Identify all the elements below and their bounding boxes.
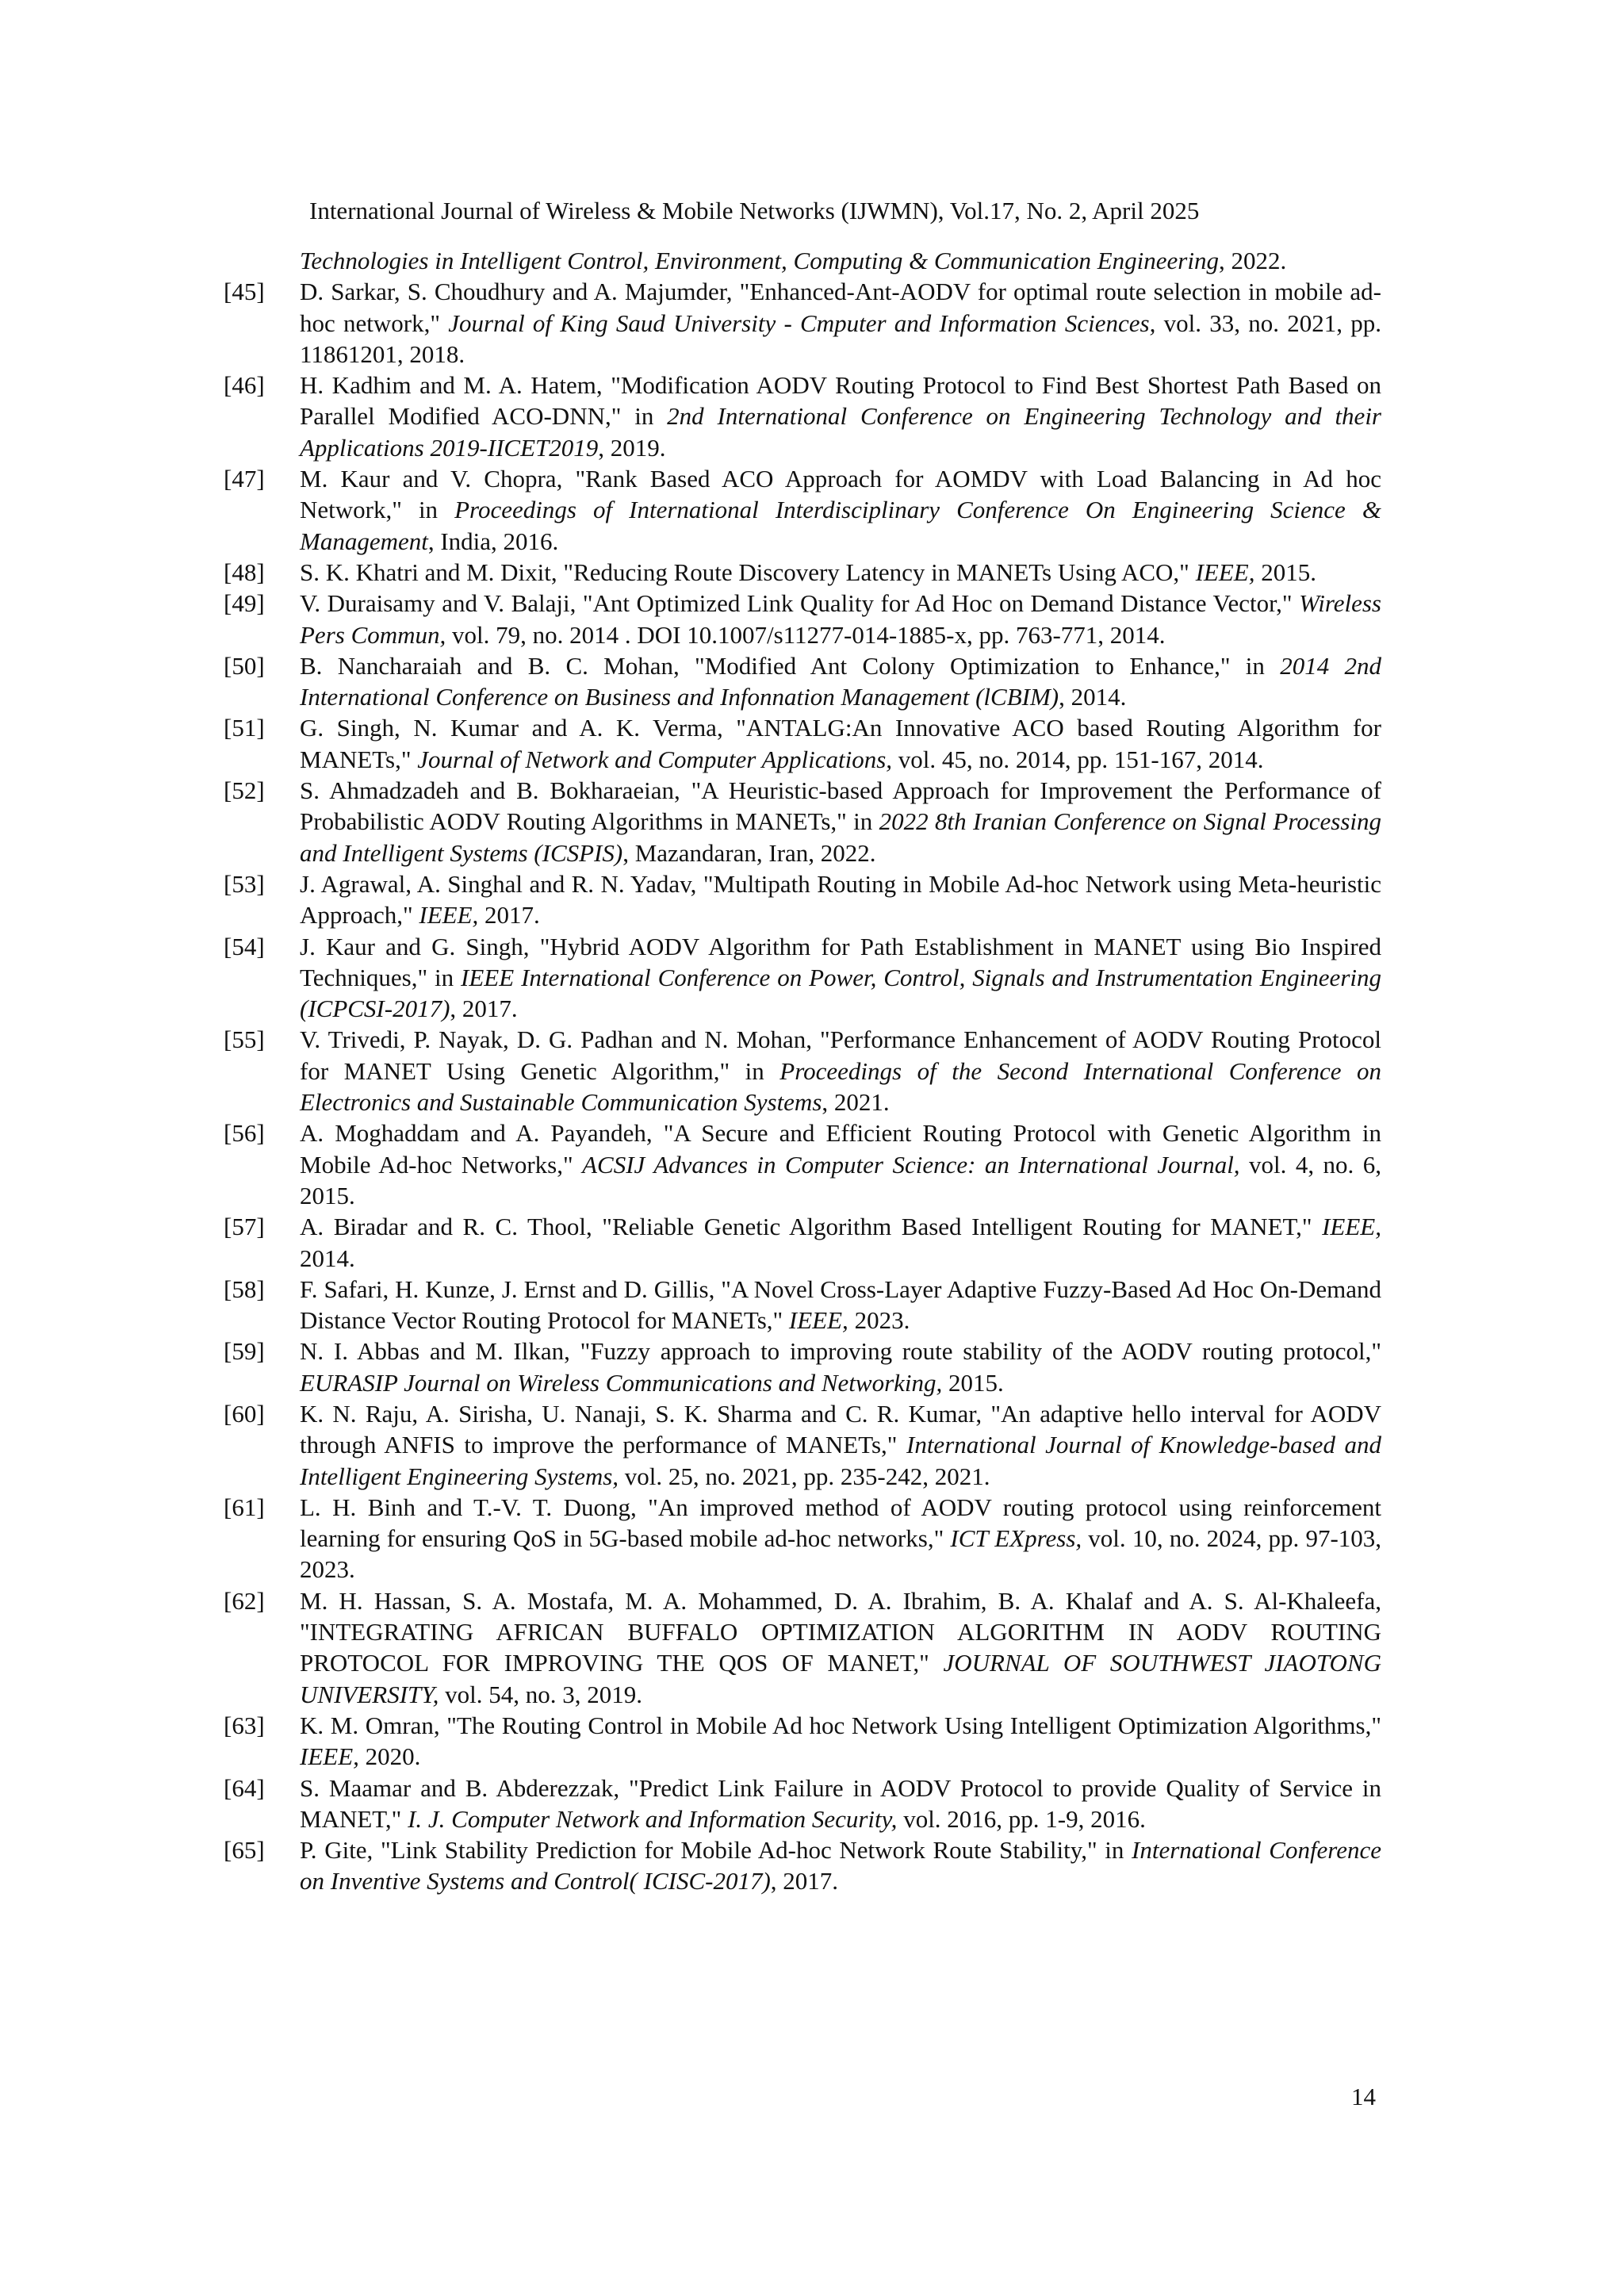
reference-number: [46] [224,371,265,400]
reference-source-title: Proceedings of the Second International Conference on Electronics and Sustainable Communication Systems [300,1056,1381,1117]
reference-number: [54] [224,932,265,960]
reference-source-title: JOURNAL OF SOUTHWEST JIAOTONG UNIVERSITY, [300,1649,1381,1708]
reference-text-segment: A. Biradar and R. C. Thool, "Reliable Genetic Algorithm Based Intelligent Routing for MANET," [300,1213,1323,1241]
reference-item [224,712,1381,775]
reference-source-title: IEEE, [300,1742,359,1771]
reference-number: [63] [224,1711,265,1739]
reference-text-segment: S. Maamar and B. Abderezzak, "Predict Link Failure in AODV Protocol to provide Quality of Service in MANET," [300,1773,1381,1833]
reference-text-segment: J. Agrawal, A. Singhal and R. N. Yadav, "Multipath Routing in Mobile Ad-hoc Network using Meta-heuristic Approach," [300,869,1381,930]
reference-text-segment: , India, 2016. [427,527,559,555]
reference-item [224,868,1381,931]
reference-text [300,1398,1381,1492]
reference-item [224,931,1381,1025]
reference-text-segment: vol. 45, no. 2014, pp. 151-167, 2014. [892,745,1264,773]
reference-source-title: 2014 2nd International Conference on Business and Infonnation Management (lCBIM) [300,651,1382,711]
reference-item [224,1710,1381,1773]
reference-text [300,557,1381,588]
reference-text [300,1211,1381,1274]
reference-source-title: Journal of Network and Computer Applications, [417,745,893,773]
reference-item [224,1117,1381,1211]
reference-item [224,775,1381,868]
reference-text-segment: 2014. [300,1244,355,1272]
reference-text-segment: S. Ahmadzadeh and B. Bokharaeian, "A Heuristic-based Approach for Improvement the Performance of Probabilistic AODV Routing Algorithms in MANETs," in [300,776,1381,836]
reference-text-segment: M. Kaur and V. Chopra, "Rank Based ACO Approach for AOMDV with Load Balancing in Ad hoc Network," in [300,465,1381,524]
reference-source-title: ACSIJ Advances in Computer Science: an International Journal, [582,1150,1240,1179]
reference-text-segment: , 2022. [1218,247,1287,274]
reference-text-segment: S. K. Khatri and M. Dixit, "Reducing Route Discovery Latency in MANETs Using ACO," [300,558,1196,586]
reference-source-title: IEEE, [788,1306,848,1335]
reference-number: [45] [224,278,265,306]
reference-text-segment: , Mazandaran, Iran, 2022. [622,838,876,867]
reference-text-segment: vol. 79, no. 2014 . DOI 10.1007/s11277-014-1885-x, pp. 763-771, 2014. [446,620,1166,649]
reference-text-segment: M. H. Hassan, S. A. Mostafa, M. A. Mohammed, D. A. Ibrahim, B. A. Khalaf and A. S. Al-Khaleefa, "INTEGRATING AFRICAN BUFFALO OPTIMIZATION ALGORITHM IN AODV ROUTING PROTOCOL FOR IMPROVING THE QOS OF MANET," [300,1586,1381,1677]
reference-item [224,1274,1381,1336]
reference-item [224,1336,1381,1398]
reference-number: [60] [224,1399,265,1428]
reference-source-title: International Conference on Inventive Systems and Control( ICISC-2017) [300,1836,1382,1895]
reference-text-segment: , 2017. [450,995,518,1023]
reference-text-segment: J. Kaur and G. Singh, "Hybrid AODV Algorithm for Path Establishment in MANET using Bio Inspired Techniques," in [300,932,1381,991]
reference-text [300,931,1381,1025]
reference-text-segment: vol. 4, no. 6, 2015. [300,1150,1381,1209]
reference-item [224,1773,1381,1835]
reference-text [300,1710,1381,1773]
reference-text-segment: , 2019. [598,433,666,462]
reference-number: [51] [224,714,265,742]
reference-text-segment: vol. 10, no. 2024, pp. 97-103, 2023. [300,1524,1382,1584]
reference-number: [55] [224,1025,265,1054]
reference-text-segment: , 2017. [770,1867,839,1895]
reference-source-title: IEEE, [1322,1213,1381,1241]
reference-text-segment: F. Safari, H. Kunze, J. Ernst and D. Gillis, "A Novel Cross-Layer Adaptive Fuzzy-Based Ad Hoc On-Demand Distance Vector Routing Protocol for MANETs," [300,1274,1381,1335]
reference-source-title: 2022 8th Iranian Conference on Signal Processing and Intelligent Systems (ICSPIS) [300,807,1381,867]
reference-text [300,276,1381,370]
reference-source-title: IEEE, [419,901,479,930]
reference-source-title: Technologies in Intelligent Control, Environment, Computing & Communication Engineering [300,247,1219,274]
reference-number: [57] [224,1213,265,1241]
reference-text-segment: P. Gite, "Link Stability Prediction for Mobile Ad-hoc Network Route Stability," in [300,1836,1132,1865]
reference-text [300,712,1381,775]
reference-source-title: IEEE, [1195,558,1255,586]
reference-text [300,650,1381,713]
reference-source-title: ICT EXpress, [950,1524,1082,1553]
reference-item [224,1492,1381,1585]
reference-text-segment: V. Duraisamy and V. Balaji, "Ant Optimized Link Quality for Ad Hoc on Demand Distance Vector," [300,589,1300,618]
reference-item [224,1024,1381,1117]
reference-text-segment: N. I. Abbas and M. Ilkan, "Fuzzy approach to improving route stability of the AODV routing protocol," [300,1337,1381,1366]
reference-source-title: EURASIP Journal on Wireless Communications and Networking, [300,1368,943,1397]
reference-text [300,463,1381,557]
reference-text [300,1773,1381,1835]
reference-text-segment: V. Trivedi, P. Nayak, D. G. Padhan and N. Mohan, "Performance Enhancement of AODV Routing Protocol for MANET Using Genetic Algorithm," in [300,1025,1381,1085]
reference-text-segment: G. Singh, N. Kumar and A. K. Verma, "ANTALG:An Innovative ACO based Routing Algorithm for MANETs," [300,714,1381,773]
reference-item [224,1585,1381,1710]
reference-item [224,650,1381,713]
reference-number: [48] [224,558,265,586]
page-number: 14 [1351,2083,1376,2110]
reference-text-segment: , 2014. [1059,683,1127,711]
reference-text [300,245,1381,276]
reference-number: [65] [224,1836,265,1865]
reference-text-segment: vol. 25, no. 2021, pp. 235-242, 2021. [619,1462,990,1490]
reference-text-segment: D. Sarkar, S. Choudhury and A. Majumder, "Enhanced-Ant-AODV for optimal route selection in mobile ad-hoc network," [300,278,1381,337]
reference-number: [58] [224,1274,265,1303]
reference-number: [47] [224,465,265,493]
reference-item [224,245,1381,276]
reference-number: [62] [224,1586,265,1615]
reference-item [224,370,1381,463]
reference-item [224,276,1381,370]
reference-item [224,463,1381,557]
reference-text [300,868,1381,931]
reference-list [224,245,1381,1897]
reference-number: [49] [224,589,265,618]
reference-source-title: IEEE International Conference on Power, Control, Signals and Instrumentation Engineering (ICPCSI-2017) [300,963,1381,1023]
reference-text-segment: B. Nancharaiah and B. C. Mohan, "Modified Ant Colony Optimization to Enhance," in [300,651,1281,680]
reference-text [300,1024,1381,1117]
reference-text [300,1117,1381,1211]
reference-text [300,1834,1381,1897]
reference-number: [52] [224,776,265,805]
reference-source-title: Wireless Pers Commun, [300,589,1381,649]
reference-number: [61] [224,1493,265,1521]
reference-text [300,1492,1381,1585]
reference-number: [64] [224,1773,265,1802]
reference-text-segment: 2023. [848,1306,910,1335]
reference-number: [56] [224,1119,265,1148]
reference-text-segment: 2017. [478,901,540,930]
reference-source-title: 2nd International Conference on Engineering Technology and their Applications 2019-IICET2019 [300,402,1381,462]
reference-text-segment: , 2021. [822,1088,890,1117]
reference-text [300,1274,1381,1336]
running-head: International Journal of Wireless & Mobile Networks (IJWMN), Vol.17, No. 2, April 2025 [309,197,1200,224]
reference-number: [50] [224,651,265,680]
reference-text [300,1336,1381,1398]
reference-item [224,1398,1381,1492]
reference-text-segment: vol. 2016, pp. 1-9, 2016. [897,1804,1146,1833]
reference-item [224,1834,1381,1897]
reference-text [300,370,1381,463]
reference-text-segment: vol. 33, no. 2021, pp. 11861201, 2018. [300,309,1381,368]
reference-source-title: Proceedings of International Interdisciplinary Conference On Engineering Science & Management [300,496,1381,555]
reference-text-segment: 2015. [942,1368,1004,1397]
reference-text-segment: L. H. Binh and T.-V. T. Duong, "An improved method of AODV routing protocol using reinforcement learning for ensuring QoS in 5G-based mobile ad-hoc networks," [300,1493,1381,1553]
reference-source-title: International Journal of Knowledge-based and Intelligent Engineering Systems, [300,1431,1381,1490]
reference-text [300,1585,1381,1710]
reference-text [300,775,1381,868]
reference-text-segment: H. Kadhim and M. A. Hatem, "Modification AODV Routing Protocol to Find Best Shortest Path Based on Parallel Modified ACO-DNN," in [300,371,1381,431]
reference-source-title: I. J. Computer Network and Information Security, [408,1804,898,1833]
reference-text-segment: 2015. [1254,558,1316,586]
reference-text-segment: A. Moghaddam and A. Payandeh, "A Secure and Efficient Routing Protocol with Genetic Algorithm in Mobile Ad-hoc Networks," [300,1119,1381,1179]
reference-text [300,588,1381,650]
reference-item [224,1211,1381,1274]
reference-item [224,588,1381,650]
reference-text-segment: K. N. Raju, A. Sirisha, U. Nanaji, S. K. Sharma and C. R. Kumar, "An adaptive hello interval for AODV through ANFIS to improve the performance of MANETs," [300,1399,1381,1459]
reference-text-segment: K. M. Omran, "The Routing Control in Mobile Ad hoc Network Using Intelligent Optimization Algorithms," [300,1711,1381,1739]
reference-item [224,557,1381,588]
reference-text-segment: vol. 54, no. 3, 2019. [439,1680,643,1708]
reference-source-title: Journal of King Saud University - Cmputer and Information Sciences, [448,309,1156,337]
reference-number: [59] [224,1337,265,1366]
reference-text-segment: 2020. [358,1742,421,1771]
reference-number: [53] [224,869,265,898]
